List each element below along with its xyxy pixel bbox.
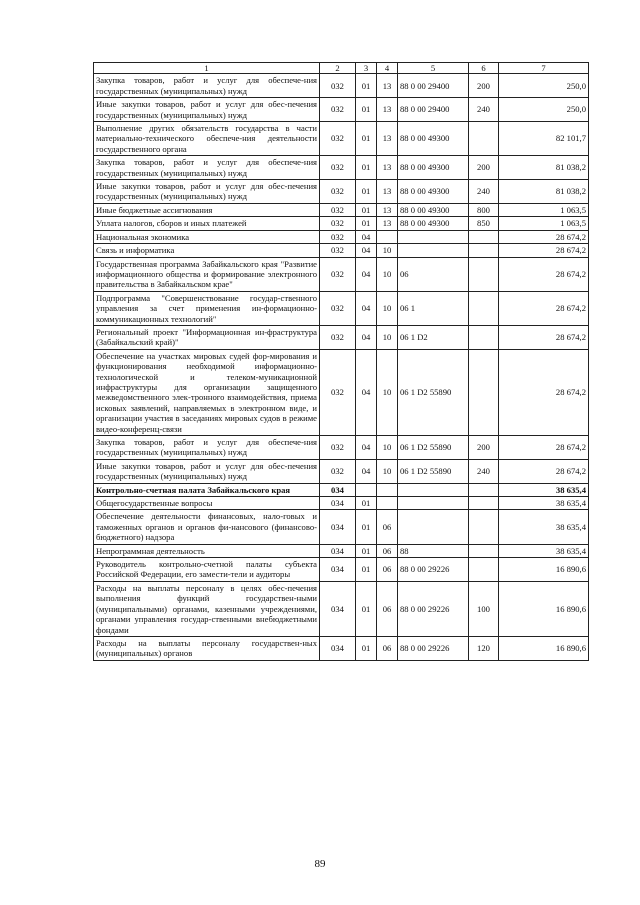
- row-target-article-cell: [398, 497, 469, 510]
- row-subsection-cell: 13: [377, 203, 398, 216]
- row-grbs-cell: 032: [320, 244, 356, 257]
- row-subsection-cell: [377, 483, 398, 496]
- row-subsection-cell: 06: [377, 581, 398, 636]
- row-grbs-cell: 032: [320, 98, 356, 122]
- row-expense-type-cell: 120: [469, 636, 499, 660]
- row-subsection-cell: 10: [377, 325, 398, 349]
- row-grbs-cell: 032: [320, 230, 356, 243]
- row-name-cell: Закупка товаров, работ и услуг для обеспече-ния государственных (муниципальных) нужд: [94, 74, 320, 98]
- header-cell-2: 2: [320, 63, 356, 74]
- row-section-cell: 01: [356, 510, 377, 544]
- row-expense-type-cell: 200: [469, 436, 499, 460]
- table-row: [94, 636, 589, 660]
- row-subsection-cell: 13: [377, 180, 398, 204]
- row-amount-cell: 16 890,6: [499, 558, 589, 582]
- row-target-article-cell: 88 0 00 29226: [398, 558, 469, 582]
- row-expense-type-cell: 850: [469, 217, 499, 230]
- row-grbs-cell: 034: [320, 581, 356, 636]
- row-target-article-cell: 88 0 00 29400: [398, 74, 469, 98]
- row-subsection-cell: 06: [377, 544, 398, 557]
- row-target-article-cell: [398, 230, 469, 243]
- header-cell-1: 1: [94, 63, 320, 74]
- row-target-article-cell: 06 1 D2 55890: [398, 349, 469, 435]
- row-grbs-cell: 032: [320, 180, 356, 204]
- table-row: [94, 581, 589, 636]
- table-row: [94, 257, 589, 291]
- row-grbs-cell: 034: [320, 497, 356, 510]
- row-amount-cell: 16 890,6: [499, 581, 589, 636]
- row-section-cell: 04: [356, 230, 377, 243]
- row-name-cell: Связь и информатика: [94, 244, 320, 257]
- table-row: [94, 459, 589, 483]
- row-amount-cell: 1 063,5: [499, 217, 589, 230]
- table-row: [94, 180, 589, 204]
- row-name-cell: Государственная программа Забайкальского края "Развитие информационного общества и формирование электронного правительства в Забайкальском крае": [94, 257, 320, 291]
- row-name-cell: Региональный проект "Информационная ин-фраструктура (Забайкальский край)": [94, 325, 320, 349]
- row-section-cell: 01: [356, 544, 377, 557]
- row-expense-type-cell: [469, 483, 499, 496]
- row-expense-type-cell: [469, 497, 499, 510]
- table-row: [94, 544, 589, 557]
- row-amount-cell: 28 674,2: [499, 349, 589, 435]
- row-target-article-cell: 88: [398, 544, 469, 557]
- row-amount-cell: 28 674,2: [499, 436, 589, 460]
- row-grbs-cell: 032: [320, 217, 356, 230]
- header-cell-5: 5: [398, 63, 469, 74]
- header-cell-6: 6: [469, 63, 499, 74]
- row-section-cell: 04: [356, 257, 377, 291]
- row-section-cell: 01: [356, 558, 377, 582]
- row-grbs-cell: 032: [320, 203, 356, 216]
- row-name-cell: Уплата налогов, сборов и иных платежей: [94, 217, 320, 230]
- row-target-article-cell: 88 0 00 49300: [398, 203, 469, 216]
- row-subsection-cell: 10: [377, 244, 398, 257]
- row-amount-cell: 81 038,2: [499, 180, 589, 204]
- row-grbs-cell: 034: [320, 483, 356, 496]
- row-target-article-cell: 88 0 00 49300: [398, 217, 469, 230]
- row-amount-cell: 1 063,5: [499, 203, 589, 216]
- row-amount-cell: 28 674,2: [499, 291, 589, 325]
- table-row: [94, 122, 589, 156]
- row-grbs-cell: 032: [320, 156, 356, 180]
- row-expense-type-cell: 240: [469, 98, 499, 122]
- row-subsection-cell: 10: [377, 257, 398, 291]
- row-amount-cell: 250,0: [499, 74, 589, 98]
- row-subsection-cell: 13: [377, 156, 398, 180]
- row-target-article-cell: 88 0 00 29226: [398, 581, 469, 636]
- row-name-cell: Расходы на выплаты персоналу в целях обес-печения выполнения функций государствен-ными (муниципальными) органами, казенными учреждениями, органами управления государ-ственными внебюджетными фондами: [94, 581, 320, 636]
- row-subsection-cell: 10: [377, 349, 398, 435]
- row-name-cell: Обеспечение на участках мировых судей фор-мирования и функционирования необходимой информационно-технологической и телеком-муникационной инфраструктуры для организации защищенного межведомственного элек-тронного взаимодействия, приема исковых заявлений, направляемых в электронном виде, и организации участия в заседаниях мировых судов в режиме видео-конференц-связи: [94, 349, 320, 435]
- row-name-cell: Иные закупки товаров, работ и услуг для обес-печения государственных (муниципальных) нужд: [94, 459, 320, 483]
- row-expense-type-cell: [469, 244, 499, 257]
- row-section-cell: 01: [356, 180, 377, 204]
- row-target-article-cell: 88 0 00 29226: [398, 636, 469, 660]
- row-name-cell: Руководитель контрольно-счетной палаты субъекта Российской Федерации, его замести-тели и аудиторы: [94, 558, 320, 582]
- row-section-cell: 04: [356, 244, 377, 257]
- row-expense-type-cell: [469, 510, 499, 544]
- row-expense-type-cell: [469, 230, 499, 243]
- table-row: [94, 510, 589, 544]
- row-name-cell: Общегосударственные вопросы: [94, 497, 320, 510]
- row-name-cell: Национальная экономика: [94, 230, 320, 243]
- row-expense-type-cell: 200: [469, 74, 499, 98]
- table-row: [94, 156, 589, 180]
- row-subsection-cell: 06: [377, 558, 398, 582]
- row-name-cell: Иные закупки товаров, работ и услуг для обес-печения государственных (муниципальных) нужд: [94, 98, 320, 122]
- row-subsection-cell: 10: [377, 459, 398, 483]
- budget-table: [93, 62, 589, 661]
- row-section-cell: 04: [356, 459, 377, 483]
- table-row: [94, 349, 589, 435]
- row-expense-type-cell: [469, 291, 499, 325]
- row-target-article-cell: 88 0 00 29400: [398, 98, 469, 122]
- table-row: [94, 558, 589, 582]
- row-grbs-cell: 032: [320, 291, 356, 325]
- row-section-cell: 01: [356, 217, 377, 230]
- row-subsection-cell: 13: [377, 217, 398, 230]
- row-amount-cell: 38 635,4: [499, 544, 589, 557]
- row-target-article-cell: 06: [398, 257, 469, 291]
- row-name-cell: Выполнение других обязательств государства в части материально-технического обеспече-ния деятельности государственного органа: [94, 122, 320, 156]
- row-amount-cell: 28 674,2: [499, 230, 589, 243]
- row-target-article-cell: [398, 483, 469, 496]
- row-target-article-cell: [398, 244, 469, 257]
- row-section-cell: [356, 483, 377, 496]
- table-row: [94, 291, 589, 325]
- row-expense-type-cell: 240: [469, 459, 499, 483]
- header-cell-4: 4: [377, 63, 398, 74]
- row-grbs-cell: 032: [320, 74, 356, 98]
- row-subsection-cell: 06: [377, 636, 398, 660]
- row-expense-type-cell: [469, 558, 499, 582]
- row-name-cell: Непрограммная деятельность: [94, 544, 320, 557]
- row-name-cell: Иные закупки товаров, работ и услуг для обес-печения государственных (муниципальных) нужд: [94, 180, 320, 204]
- row-name-cell: Иные бюджетные ассигнования: [94, 203, 320, 216]
- row-name-cell: Расходы на выплаты персоналу государствен-ных (муниципальных) органов: [94, 636, 320, 660]
- row-target-article-cell: 06 1 D2: [398, 325, 469, 349]
- row-section-cell: 01: [356, 74, 377, 98]
- row-target-article-cell: 88 0 00 49300: [398, 180, 469, 204]
- row-section-cell: 01: [356, 156, 377, 180]
- row-amount-cell: 38 635,4: [499, 510, 589, 544]
- row-amount-cell: 38 635,4: [499, 483, 589, 496]
- row-amount-cell: 82 101,7: [499, 122, 589, 156]
- row-expense-type-cell: [469, 349, 499, 435]
- table-row: [94, 483, 589, 496]
- row-subsection-cell: 13: [377, 98, 398, 122]
- row-target-article-cell: [398, 510, 469, 544]
- row-section-cell: 01: [356, 122, 377, 156]
- row-grbs-cell: 032: [320, 325, 356, 349]
- row-amount-cell: 28 674,2: [499, 257, 589, 291]
- row-section-cell: 01: [356, 636, 377, 660]
- row-target-article-cell: 88 0 00 49300: [398, 156, 469, 180]
- row-expense-type-cell: [469, 325, 499, 349]
- row-section-cell: 04: [356, 349, 377, 435]
- row-grbs-cell: 032: [320, 459, 356, 483]
- row-expense-type-cell: [469, 257, 499, 291]
- table-body: [94, 74, 589, 660]
- row-expense-type-cell: [469, 122, 499, 156]
- row-grbs-cell: 034: [320, 636, 356, 660]
- table-row: [94, 497, 589, 510]
- row-expense-type-cell: [469, 544, 499, 557]
- header-row: [94, 63, 589, 74]
- table-row: [94, 230, 589, 243]
- row-section-cell: 01: [356, 581, 377, 636]
- row-amount-cell: 28 674,2: [499, 459, 589, 483]
- table-row: [94, 203, 589, 216]
- row-name-cell: Подпрограмма "Совершенствование государ-ственного управления за счет применения ин-формационно-коммуникационных технологий": [94, 291, 320, 325]
- row-name-cell: Обеспечение деятельности финансовых, нало-говых и таможенных органов и органов фи-нансового (финансово-бюджетного) надзора: [94, 510, 320, 544]
- row-amount-cell: 250,0: [499, 98, 589, 122]
- row-grbs-cell: 034: [320, 544, 356, 557]
- row-section-cell: 04: [356, 436, 377, 460]
- row-expense-type-cell: 100: [469, 581, 499, 636]
- table-row: [94, 325, 589, 349]
- row-subsection-cell: 10: [377, 291, 398, 325]
- row-section-cell: 04: [356, 325, 377, 349]
- row-target-article-cell: 88 0 00 49300: [398, 122, 469, 156]
- row-section-cell: 01: [356, 497, 377, 510]
- header-cell-3: 3: [356, 63, 377, 74]
- row-target-article-cell: 06 1 D2 55890: [398, 436, 469, 460]
- row-amount-cell: 28 674,2: [499, 244, 589, 257]
- row-target-article-cell: 06 1 D2 55890: [398, 459, 469, 483]
- row-subsection-cell: 06: [377, 510, 398, 544]
- row-name-cell: Закупка товаров, работ и услуг для обеспече-ния государственных (муниципальных) нужд: [94, 436, 320, 460]
- table-row: [94, 244, 589, 257]
- row-amount-cell: 16 890,6: [499, 636, 589, 660]
- row-grbs-cell: 032: [320, 436, 356, 460]
- row-expense-type-cell: 200: [469, 156, 499, 180]
- row-grbs-cell: 032: [320, 122, 356, 156]
- row-grbs-cell: 032: [320, 257, 356, 291]
- row-subsection-cell: [377, 497, 398, 510]
- table-row: [94, 74, 589, 98]
- table-row: [94, 217, 589, 230]
- row-amount-cell: 81 038,2: [499, 156, 589, 180]
- header-cell-7: 7: [499, 63, 589, 74]
- row-amount-cell: 28 674,2: [499, 325, 589, 349]
- table-row: [94, 98, 589, 122]
- row-grbs-cell: 032: [320, 349, 356, 435]
- row-subsection-cell: 13: [377, 74, 398, 98]
- row-subsection-cell: 10: [377, 436, 398, 460]
- row-expense-type-cell: 240: [469, 180, 499, 204]
- row-section-cell: 01: [356, 203, 377, 216]
- row-section-cell: 01: [356, 98, 377, 122]
- row-grbs-cell: 034: [320, 558, 356, 582]
- row-expense-type-cell: 800: [469, 203, 499, 216]
- row-name-cell: Контрольно-счетная палата Забайкальского края: [94, 483, 320, 496]
- row-grbs-cell: 034: [320, 510, 356, 544]
- row-target-article-cell: 06 1: [398, 291, 469, 325]
- row-subsection-cell: [377, 230, 398, 243]
- row-amount-cell: 38 635,4: [499, 497, 589, 510]
- row-subsection-cell: 13: [377, 122, 398, 156]
- table-row: [94, 436, 589, 460]
- row-section-cell: 04: [356, 291, 377, 325]
- page-number: 89: [314, 858, 326, 870]
- row-name-cell: Закупка товаров, работ и услуг для обеспече-ния государственных (муниципальных) нужд: [94, 156, 320, 180]
